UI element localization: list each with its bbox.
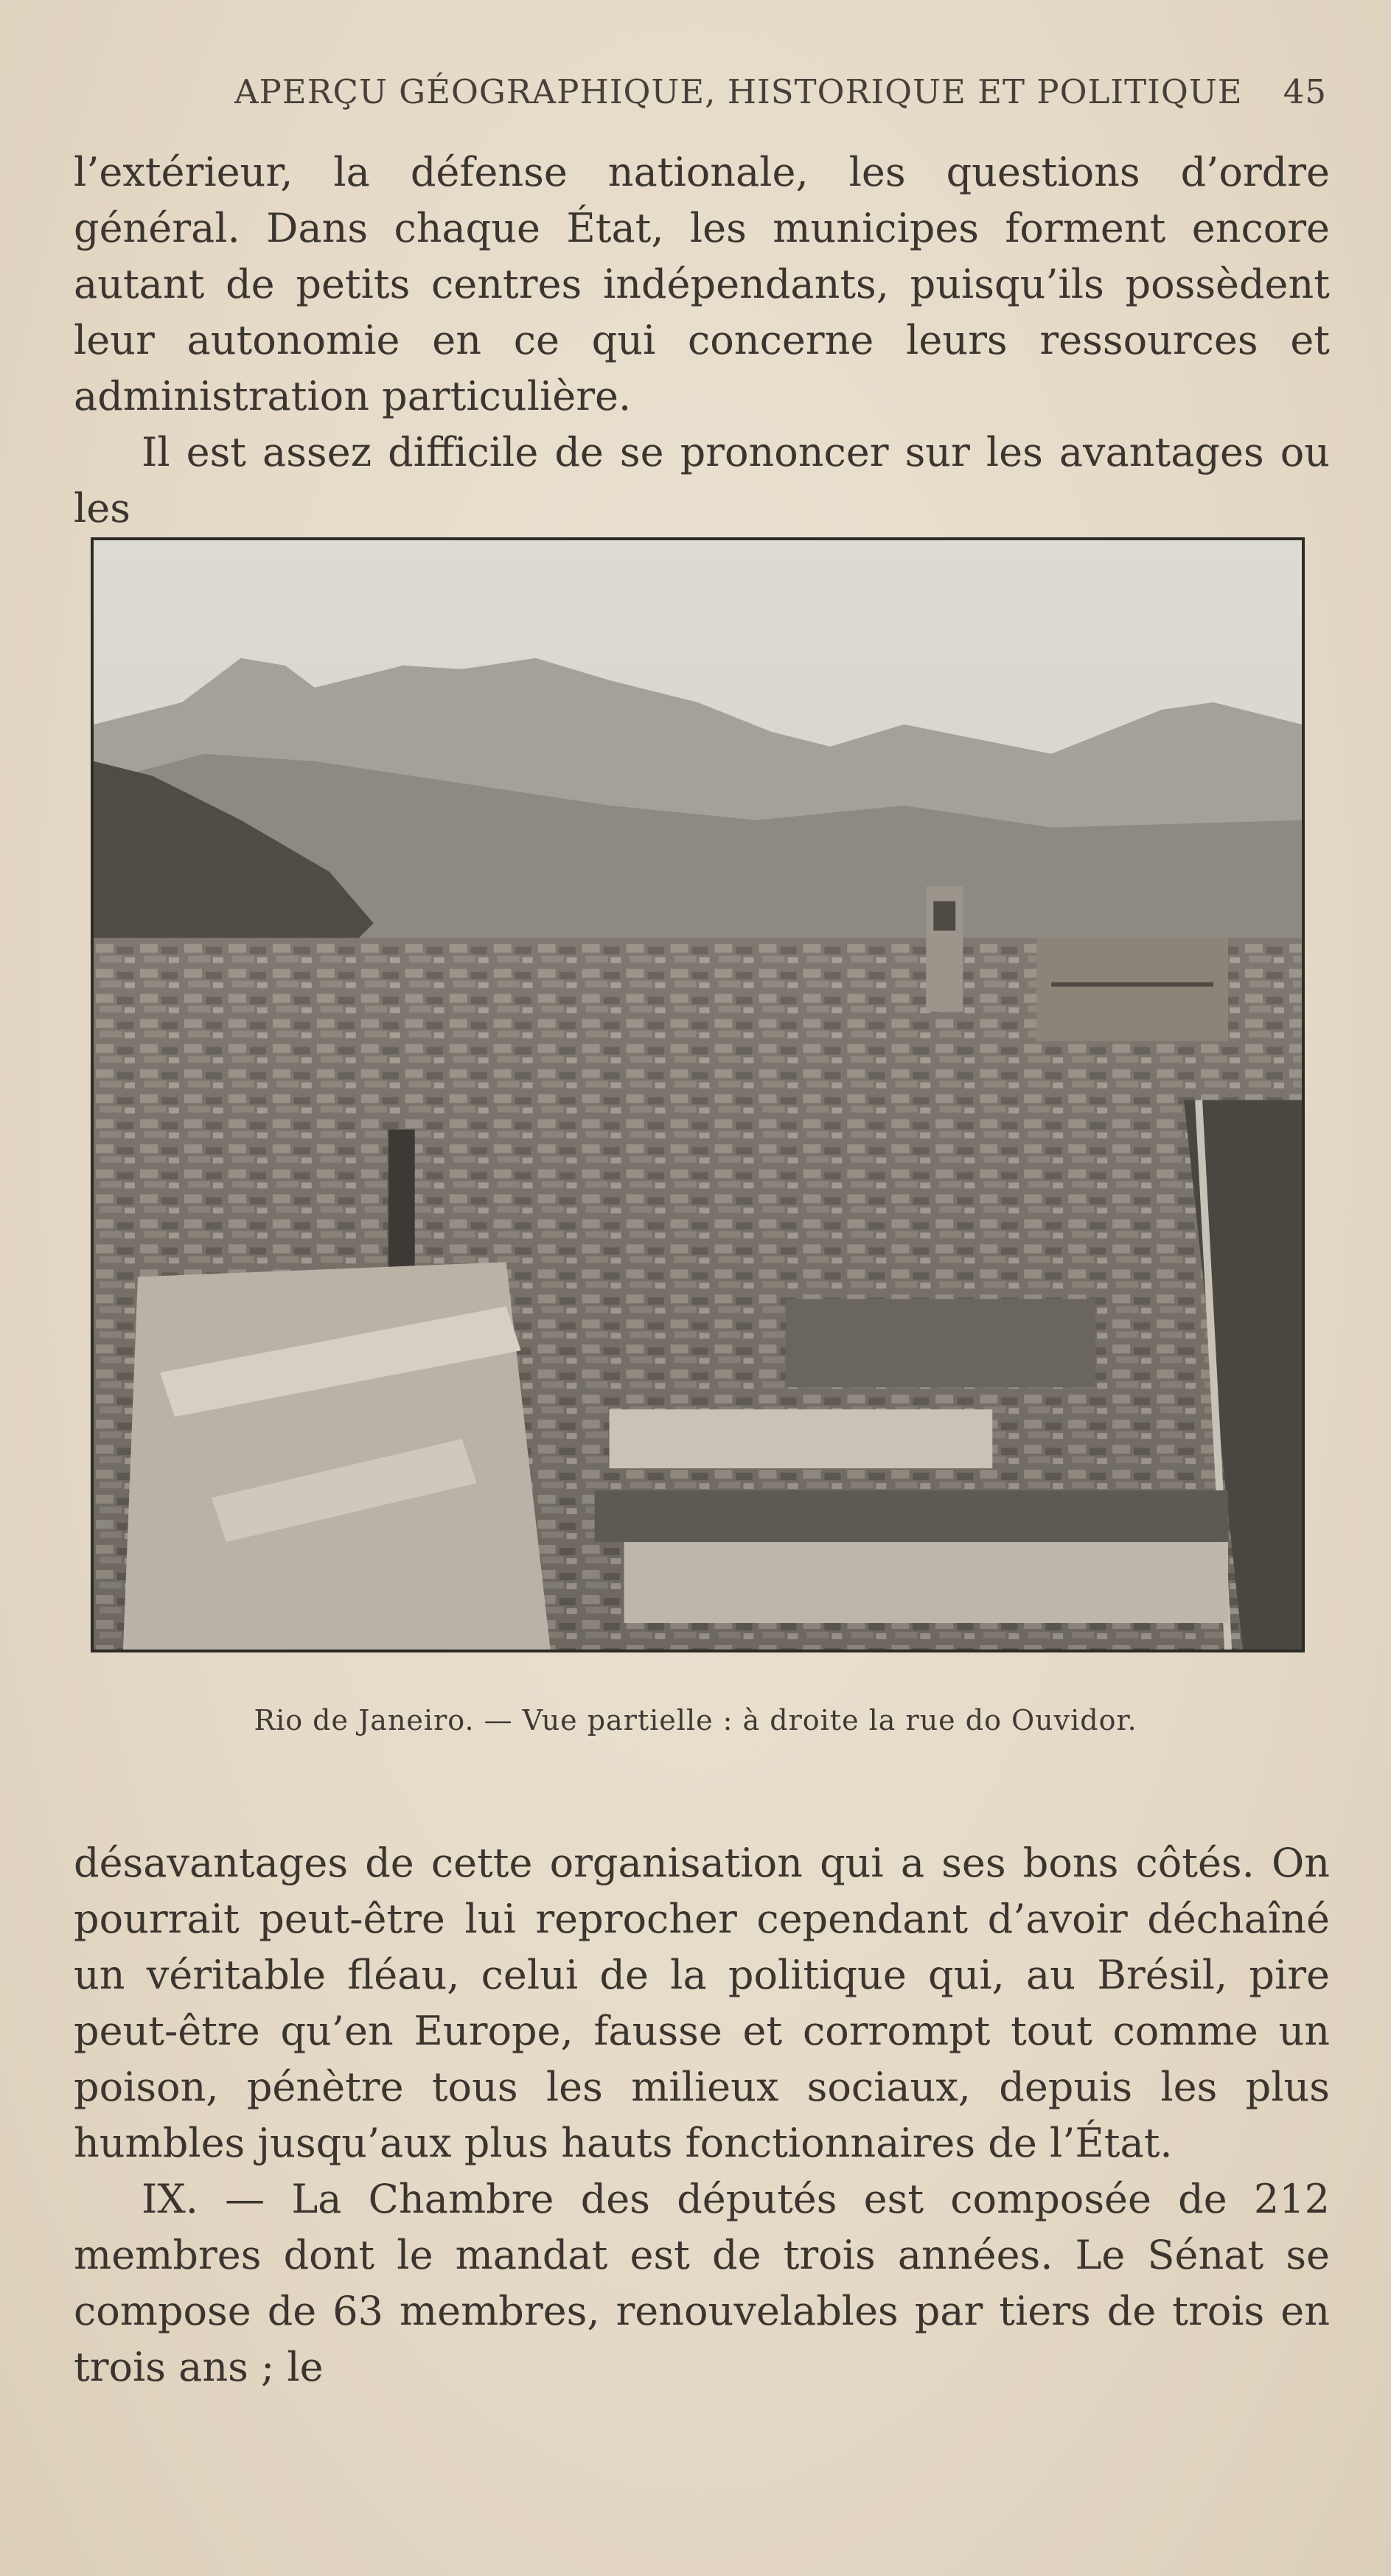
running-header xyxy=(234,72,1333,131)
paragraph-2: Il est assez difficile de se prononcer sur les avantages ou les xyxy=(74,429,1330,531)
rio-cityscape-illustration xyxy=(94,540,1302,1650)
paragraph-1: l’extérieur, la défense nationale, les questions d’ordre général. Dans chaque État, les municipes forment encore autant de petits centres indépendants, puisqu’ils possèdent leur autonomie en ce qui concerne leurs ressources et administration particulière. xyxy=(74,149,1330,419)
paragraph-3: désavantages de cette organisation qui a ses bons côtés. On pourrait peut-être lui reprocher cependant d’avoir déchaîné un véritable fléau, celui de la politique qui, au Brésil, pire peut-être qu’en Europe, fausse et corrompt tout comme un poison, pénètre tous les milieux sociaux, depuis les plus humbles jusqu’aux plus hauts fonctionnaires de l’État. xyxy=(74,1840,1330,2166)
city-photograph xyxy=(91,537,1305,1652)
page-number: 45 xyxy=(1283,72,1327,111)
paragraph-4: IX. — La Chambre des députés est composée de 212 membres dont le mandat est de trois années. Le Sénat se compose de 63 membres, renouvelables par tiers de trois en trois ans ; le xyxy=(74,2176,1330,2390)
header-title: APERÇU GÉOGRAPHIQUE, HISTORIQUE ET POLITIQUE xyxy=(234,72,1243,111)
figure-caption: Rio de Janeiro. — Vue partielle : à droite la rue do Ouvidor. xyxy=(254,1704,1137,1736)
